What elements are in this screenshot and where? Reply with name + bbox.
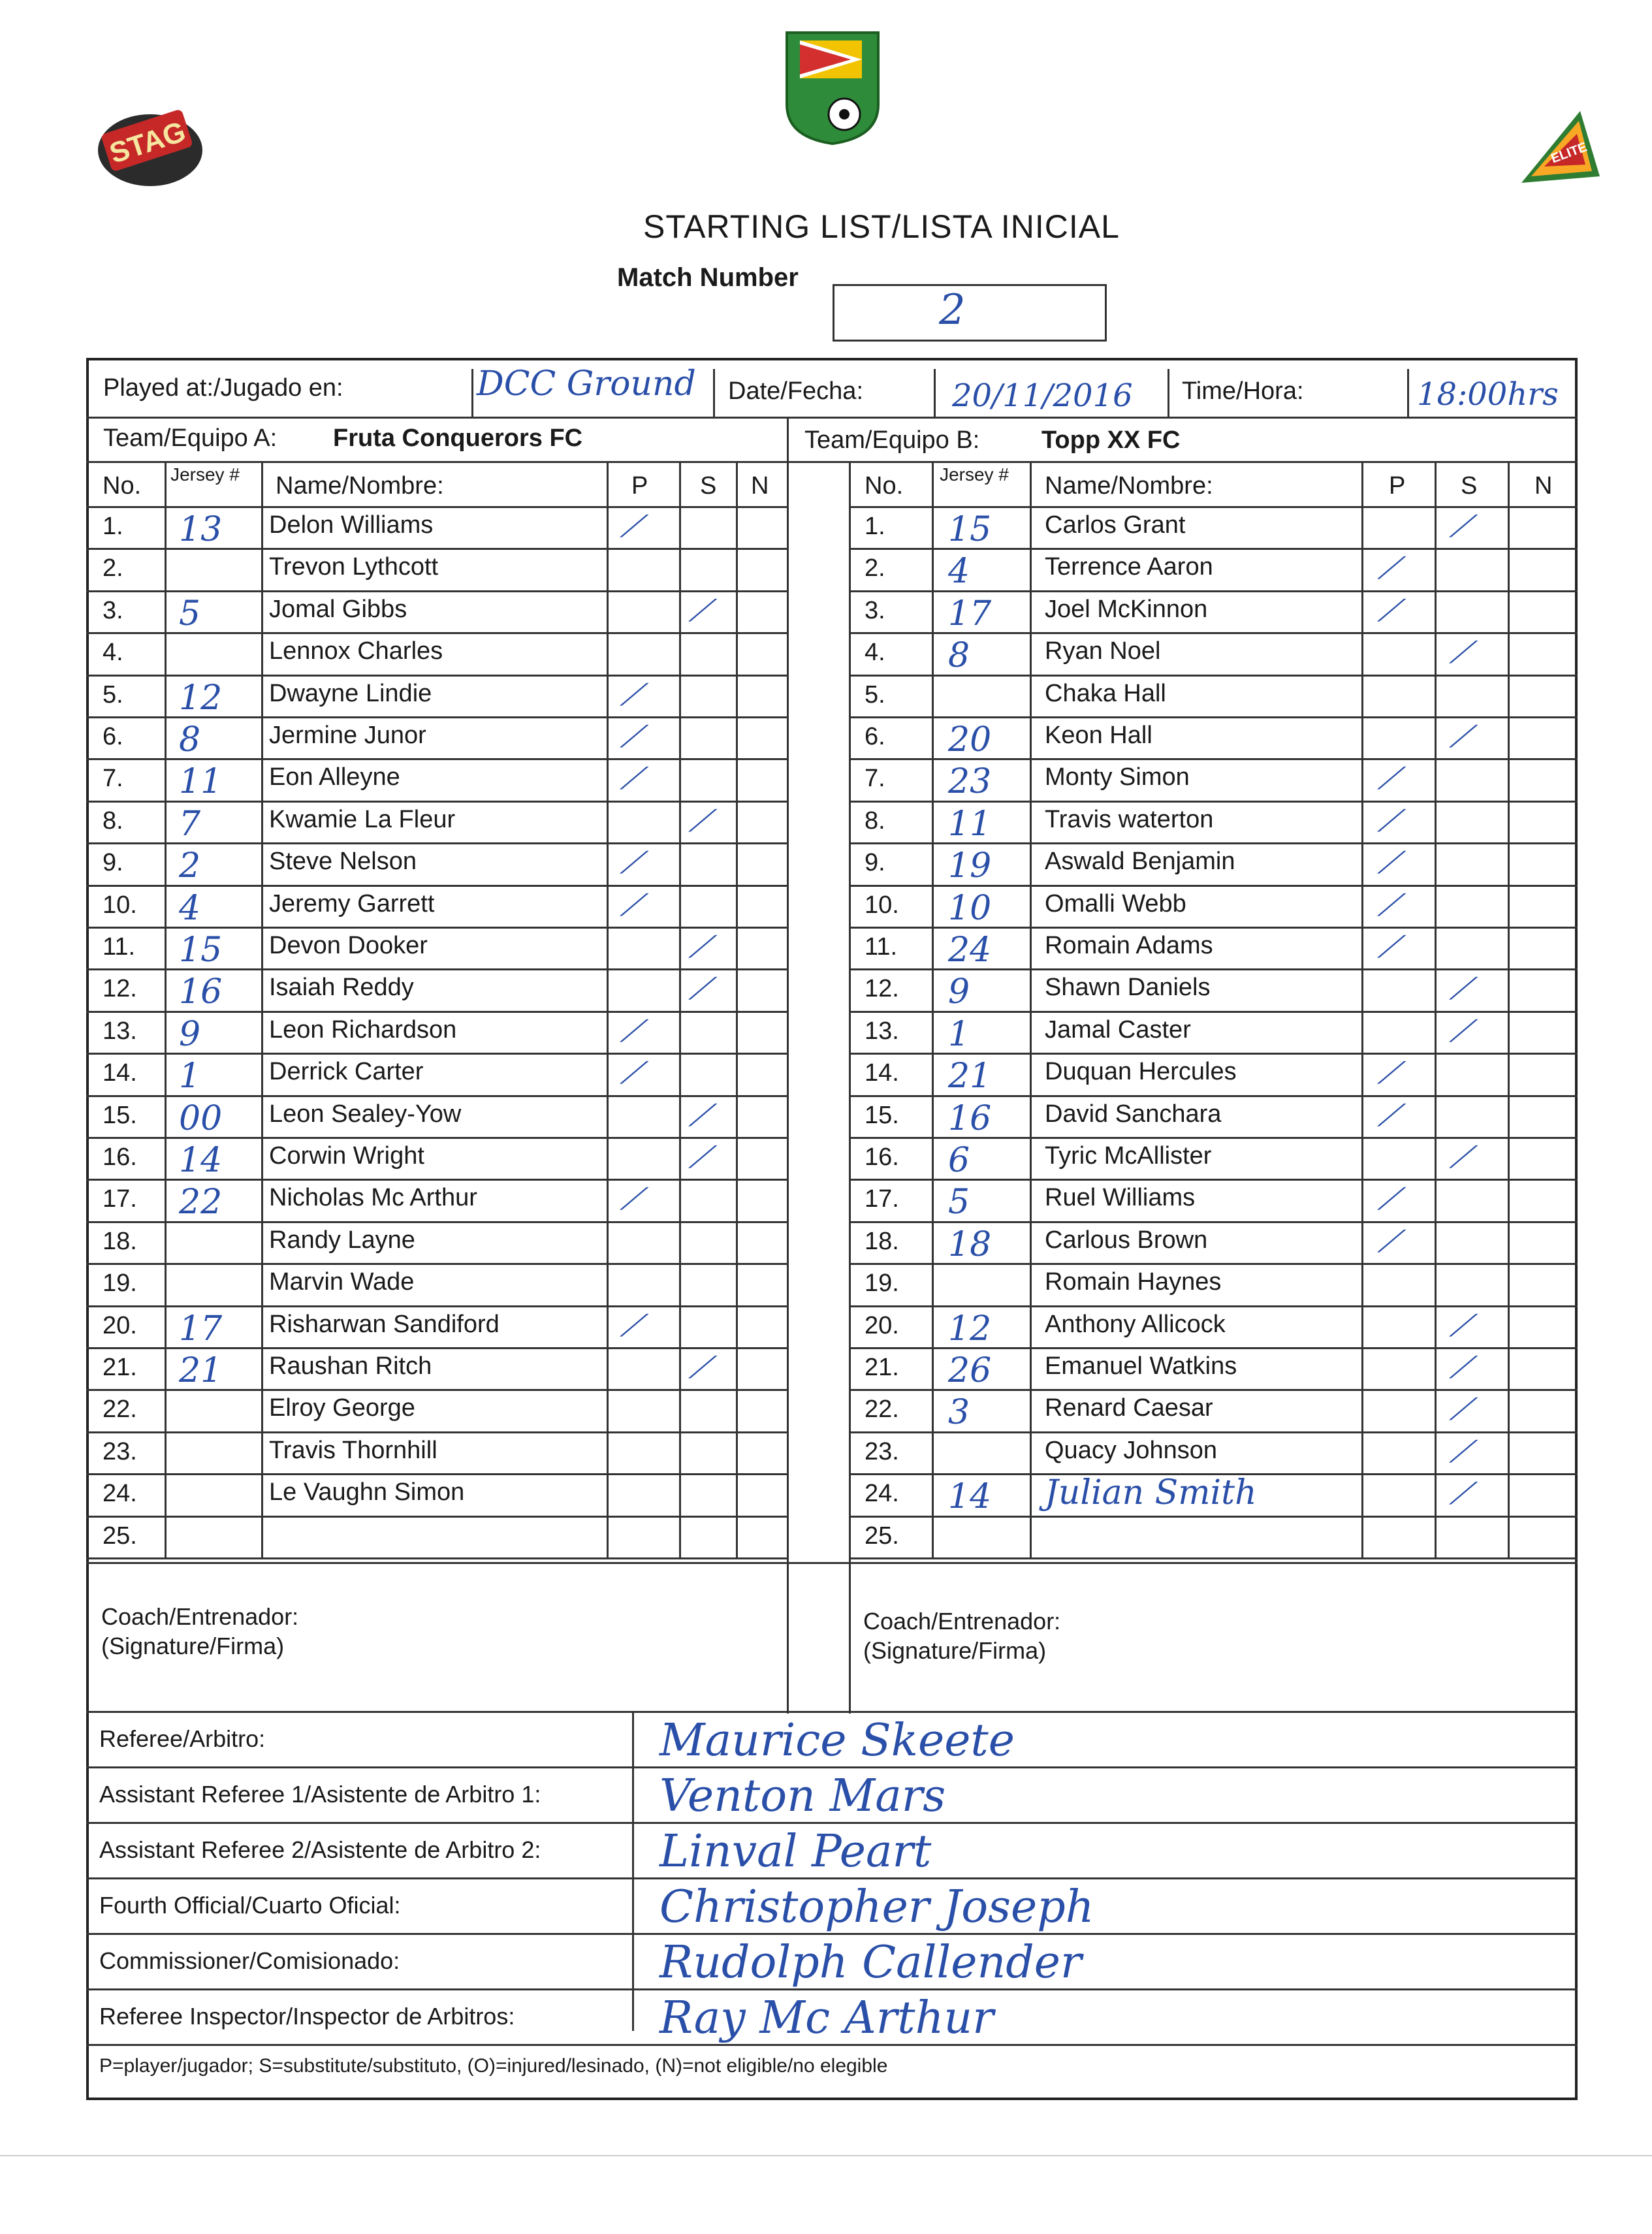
table-row [86, 1389, 788, 1431]
team-a-table [86, 461, 788, 1561]
jersey-number: 22 [179, 1183, 223, 1222]
elite-logo [1508, 98, 1606, 196]
jersey-number: 20 [948, 720, 992, 759]
jersey-number: 12 [948, 1309, 992, 1348]
player-name: Romain Adams [1045, 932, 1213, 959]
jersey-number: 7 [179, 804, 201, 844]
stag-logo-text: STAG [105, 115, 190, 170]
player-check-mark: ⁄ [1378, 1181, 1405, 1217]
row-number: 6. [865, 723, 885, 750]
row-number: 7. [865, 765, 885, 793]
official-label: Commissioner/Comisionado: [99, 1947, 400, 1974]
player-name: Lennox Charles [269, 637, 443, 665]
row-number: 25. [103, 1522, 137, 1550]
jersey-number: 17 [948, 594, 992, 633]
team-a-no-header: No. [103, 472, 142, 500]
jersey-number: 10 [948, 888, 992, 928]
table-row [850, 1137, 1578, 1179]
table-row [850, 927, 1578, 968]
time-label: Time/Hora: [1182, 377, 1304, 405]
table-row [850, 1011, 1578, 1053]
player-name: Raushan Ritch [269, 1352, 432, 1380]
row-number: 18. [865, 1227, 899, 1255]
substitute-check-mark: ⁄ [690, 929, 716, 965]
row-number: 6. [103, 723, 123, 750]
jersey-number: 24 [948, 931, 992, 970]
substitute-check-mark: ⁄ [690, 1097, 716, 1133]
time-value: 18:00hrs [1417, 376, 1559, 413]
row-number: 16. [865, 1143, 899, 1171]
player-check-mark: ⁄ [1378, 761, 1405, 797]
player-name: Shawn Daniels [1045, 974, 1211, 1002]
table-row [86, 1347, 788, 1389]
table-row [86, 1053, 788, 1094]
player-name: Romain Haynes [1045, 1268, 1222, 1296]
player-check-mark: ⁄ [1378, 1223, 1405, 1259]
team-b-coach-sublabel: (Signature/Firma) [863, 1637, 1047, 1664]
player-name: Omalli Webb [1045, 889, 1186, 918]
row-number: 17. [103, 1185, 137, 1213]
player-check-mark: ⁄ [1378, 592, 1405, 628]
row-number: 12. [103, 975, 137, 1003]
player-name: Randy Layne [269, 1226, 415, 1254]
row-number: 10. [865, 891, 899, 919]
table-row [850, 548, 1578, 590]
substitute-check-mark: ⁄ [1450, 1013, 1476, 1049]
row-number: 16. [103, 1143, 137, 1171]
player-name: Le Vaughn Simon [269, 1478, 465, 1507]
player-check-mark: ⁄ [621, 719, 647, 754]
player-name: Monty Simon [1045, 763, 1190, 791]
team-b-coach-label: Coach/Entrenador: [863, 1608, 1061, 1635]
substitute-check-mark: ⁄ [690, 1350, 716, 1385]
player-name: Julian Smith [1045, 1473, 1257, 1513]
player-name: Risharwan Sandiford [269, 1310, 500, 1338]
jersey-number: 8 [948, 636, 970, 676]
official-label: Assistant Referee 1/Asistente de Arbitro 1: [99, 1781, 541, 1808]
match-number-box [833, 284, 1107, 342]
official-name: Ray Mc Arthur [659, 1992, 994, 2044]
team-a-s-header: S [700, 472, 717, 500]
row-number: 15. [103, 1101, 137, 1129]
table-row [86, 927, 788, 968]
jersey-number: 14 [948, 1477, 992, 1517]
player-name: Anthony Allicock [1045, 1310, 1226, 1338]
player-check-mark: ⁄ [1378, 845, 1405, 881]
jersey-number: 21 [948, 1057, 992, 1096]
table-row [86, 675, 788, 716]
jersey-number: 14 [179, 1141, 223, 1180]
jersey-number: 00 [179, 1098, 223, 1138]
player-name: Ryan Noel [1045, 637, 1161, 665]
team-b-n-header: N [1534, 472, 1553, 500]
table-row [850, 758, 1578, 800]
player-name: Travis Thornhill [269, 1436, 437, 1464]
player-check-mark: ⁄ [621, 845, 647, 881]
table-row [850, 716, 1578, 758]
played-at-value: DCC Ground [477, 364, 696, 404]
substitute-check-mark: ⁄ [1450, 1307, 1476, 1343]
jersey-number: 18 [948, 1224, 992, 1264]
jersey-number: 26 [948, 1351, 992, 1390]
table-row [86, 1137, 788, 1179]
row-number: 9. [103, 849, 123, 877]
row-number: 8. [865, 806, 885, 835]
row-number: 7. [103, 765, 123, 793]
elite-logo-text: ELITE [1549, 140, 1589, 167]
team-a-coach-sublabel: (Signature/Firma) [101, 1633, 285, 1659]
player-name: Jomal Gibbs [269, 595, 407, 623]
table-row [86, 632, 788, 674]
row-number: 20. [865, 1311, 899, 1339]
row-number: 21. [103, 1354, 137, 1381]
row-number: 18. [103, 1227, 137, 1255]
player-name: Renard Caesar [1045, 1394, 1213, 1422]
gff-crest [780, 26, 885, 147]
team-b-jersey-header: Jersey # [940, 464, 1009, 485]
table-row [850, 1263, 1578, 1305]
row-number: 13. [103, 1017, 137, 1045]
jersey-number: 3 [948, 1393, 970, 1433]
player-name: Delon Williams [269, 511, 434, 539]
player-check-mark: ⁄ [621, 677, 647, 712]
table-row [850, 1179, 1578, 1221]
player-check-mark: ⁄ [1378, 803, 1405, 838]
player-name: Aswald Benjamin [1045, 848, 1235, 876]
table-row [86, 716, 788, 758]
row-number: 19. [103, 1269, 137, 1298]
table-row [86, 885, 788, 927]
jersey-number: 13 [179, 510, 223, 549]
row-number: 11. [865, 933, 898, 961]
player-name: Chaka Hall [1045, 679, 1166, 707]
team-b-name: Topp XX FC [1041, 426, 1181, 454]
table-row [850, 1516, 1578, 1557]
table-row [86, 801, 788, 842]
player-name: Isaiah Reddy [269, 974, 414, 1002]
player-check-mark: ⁄ [1378, 1055, 1405, 1091]
table-row [850, 1473, 1578, 1515]
date-value: 20/11/2016 [952, 377, 1133, 414]
row-number: 5. [103, 680, 123, 709]
jersey-number: 4 [948, 552, 970, 592]
player-name: Emanuel Watkins [1045, 1352, 1237, 1380]
player-name: Quacy Johnson [1045, 1436, 1218, 1464]
team-a-p-header: P [631, 472, 648, 500]
player-name: Kwamie La Fleur [269, 805, 456, 833]
jersey-number: 4 [179, 888, 201, 928]
team-b-no-header: No. [865, 472, 904, 500]
table-row [850, 675, 1578, 716]
row-number: 19. [865, 1269, 899, 1298]
player-name: Keon Hall [1045, 722, 1152, 749]
date-label: Date/Fecha: [728, 377, 863, 405]
substitute-check-mark: ⁄ [1450, 1350, 1476, 1385]
table-row [86, 1516, 788, 1557]
player-name: Derrick Carter [269, 1058, 424, 1086]
player-name: Leon Sealey-Yow [269, 1100, 462, 1128]
table-row [86, 1011, 788, 1053]
table-row [850, 1347, 1578, 1389]
team-b-label: Team/Equipo B: [804, 426, 980, 454]
substitute-check-mark: ⁄ [690, 803, 716, 838]
played-at-label: Played at:/Jugado en: [103, 374, 343, 402]
player-check-mark: ⁄ [1378, 887, 1405, 923]
player-name: Travis waterton [1045, 805, 1214, 833]
table-row [850, 885, 1578, 927]
table-row [86, 1095, 788, 1137]
row-number: 9. [865, 849, 885, 877]
table-row [850, 968, 1578, 1010]
player-name: Duquan Hercules [1045, 1058, 1237, 1086]
substitute-check-mark: ⁄ [690, 1140, 716, 1175]
row-number: 2. [103, 554, 123, 582]
substitute-check-mark: ⁄ [690, 592, 716, 628]
table-row [850, 842, 1578, 884]
substitute-check-mark: ⁄ [1450, 719, 1476, 754]
jersey-number: 5 [179, 594, 201, 633]
player-name: Nicholas Mc Arthur [269, 1184, 477, 1212]
player-name: Jeremy Garrett [269, 889, 435, 918]
substitute-check-mark: ⁄ [1450, 635, 1476, 671]
team-b-name-header: Name/Nombre: [1045, 472, 1213, 500]
table-row [86, 1179, 788, 1221]
official-name: Rudolph Callender [659, 1937, 1082, 1988]
substitute-check-mark: ⁄ [1450, 1433, 1476, 1469]
player-name: Carlos Grant [1045, 511, 1186, 539]
jersey-number: 5 [948, 1183, 970, 1222]
player-name: Devon Dooker [269, 932, 428, 959]
table-row [86, 1263, 788, 1305]
player-check-mark: ⁄ [1378, 1097, 1405, 1133]
stag-logo [91, 95, 209, 193]
player-name: Marvin Wade [269, 1268, 415, 1296]
table-row [86, 548, 788, 590]
match-number-value: 2 [939, 286, 966, 334]
table-row [850, 801, 1578, 842]
row-number: 24. [865, 1480, 899, 1508]
player-check-mark: ⁄ [621, 1307, 647, 1343]
jersey-number: 15 [948, 510, 992, 549]
team-b-s-header: S [1461, 472, 1478, 500]
table-row [86, 1305, 788, 1347]
table-row [850, 506, 1578, 548]
row-number: 17. [865, 1185, 899, 1213]
player-name: Terrence Aaron [1045, 553, 1213, 581]
row-number: 14. [103, 1059, 137, 1087]
row-number: 23. [103, 1437, 137, 1465]
match-number-label: Match Number [617, 263, 799, 292]
player-name: Jamal Caster [1045, 1015, 1191, 1044]
player-name: Tyric McAllister [1045, 1142, 1212, 1170]
row-number: 23. [865, 1437, 899, 1465]
team-a-label: Team/Equipo A: [103, 424, 278, 452]
footnote: P=player/jugador; S=substitute/substituto, (O)=injured/lesinado, (N)=not eligible/no elegible [99, 2055, 888, 2077]
player-name: David Sanchara [1045, 1100, 1222, 1128]
player-name: Carlous Brown [1045, 1226, 1208, 1254]
player-check-mark: ⁄ [1378, 551, 1405, 586]
row-number: 22. [865, 1396, 899, 1424]
official-label: Fourth Official/Cuarto Oficial: [99, 1892, 401, 1919]
jersey-number: 8 [179, 720, 201, 759]
table-row [850, 1095, 1578, 1137]
row-number: 10. [103, 891, 137, 919]
jersey-number: 21 [179, 1351, 223, 1390]
table-row [86, 1221, 788, 1263]
player-check-mark: ⁄ [621, 1055, 647, 1091]
row-number: 24. [103, 1480, 137, 1508]
player-check-mark: ⁄ [621, 887, 647, 923]
jersey-number: 11 [179, 762, 223, 802]
table-row [850, 1389, 1578, 1431]
player-name: Eon Alleyne [269, 763, 400, 791]
table-row [86, 506, 788, 548]
player-name: Dwayne Lindie [269, 679, 432, 707]
player-check-mark: ⁄ [1378, 929, 1405, 965]
row-number: 2. [865, 554, 885, 582]
row-number: 22. [103, 1396, 137, 1424]
row-number: 12. [865, 975, 899, 1003]
team-b-p-header: P [1389, 472, 1406, 500]
page-bottom-edge [0, 2155, 1652, 2156]
table-row [850, 1431, 1578, 1473]
page-title: STARTING LIST/LISTA INICIAL [643, 208, 1120, 245]
table-row [86, 1431, 788, 1473]
table-row [850, 590, 1578, 632]
row-number: 4. [865, 639, 885, 667]
jersey-number: 17 [179, 1309, 223, 1348]
player-check-mark: ⁄ [621, 1181, 647, 1217]
player-name: Jermine Junor [269, 722, 426, 749]
jersey-number: 15 [179, 931, 223, 970]
row-number: 1. [103, 513, 123, 540]
official-label: Assistant Referee 2/Asistente de Arbitro 2: [99, 1836, 541, 1863]
row-number: 11. [103, 933, 136, 961]
player-check-mark: ⁄ [621, 761, 647, 797]
team-a-name-header: Name/Nombre: [276, 472, 444, 500]
jersey-number: 12 [179, 678, 223, 718]
player-name: Steve Nelson [269, 848, 417, 876]
substitute-check-mark: ⁄ [1450, 1476, 1476, 1512]
jersey-number: 11 [948, 804, 992, 844]
player-name: Joel McKinnon [1045, 595, 1208, 623]
official-label: Referee/Arbitro: [99, 1725, 266, 1752]
player-check-mark: ⁄ [621, 509, 647, 544]
row-number: 21. [865, 1354, 899, 1381]
official-name: Linval Peart [659, 1826, 932, 1877]
jersey-number: 23 [948, 762, 992, 802]
table-row [850, 1221, 1578, 1263]
official-name: Venton Mars [659, 1770, 946, 1822]
official-name: Christopher Joseph [659, 1881, 1094, 1933]
player-name: Trevon Lythcott [269, 553, 439, 581]
row-number: 4. [103, 639, 123, 667]
jersey-number: 9 [948, 972, 970, 1012]
substitute-check-mark: ⁄ [1450, 1392, 1476, 1428]
jersey-number: 16 [179, 972, 223, 1012]
row-number: 20. [103, 1311, 137, 1339]
table-row [850, 1305, 1578, 1347]
team-a-n-header: N [751, 472, 769, 500]
table-row [86, 590, 788, 632]
team-a-jersey-header: Jersey # [170, 464, 240, 485]
jersey-number: 2 [179, 846, 201, 886]
row-number: 13. [865, 1017, 899, 1045]
team-a-coach-label: Coach/Entrenador: [101, 1603, 299, 1630]
official-name: Maurice Skeete [659, 1715, 1015, 1766]
table-row [86, 1473, 788, 1515]
table-row [86, 842, 788, 884]
substitute-check-mark: ⁄ [1450, 509, 1476, 544]
row-number: 8. [103, 806, 123, 835]
row-number: 15. [865, 1101, 899, 1129]
team-a-name: Fruta Conquerors FC [333, 424, 583, 452]
player-name: Leon Richardson [269, 1015, 457, 1044]
player-name: Corwin Wright [269, 1142, 424, 1170]
row-number: 1. [865, 513, 885, 540]
team-b-table [850, 461, 1578, 1561]
substitute-check-mark: ⁄ [690, 971, 716, 1007]
jersey-number: 9 [179, 1014, 201, 1054]
jersey-number: 19 [948, 846, 992, 886]
table-row [850, 632, 1578, 674]
row-number: 14. [865, 1059, 899, 1087]
row-number: 5. [865, 680, 885, 709]
jersey-number: 1 [179, 1057, 201, 1096]
official-label: Referee Inspector/Inspector de Arbitros: [99, 2003, 515, 2030]
table-row [850, 1053, 1578, 1094]
substitute-check-mark: ⁄ [1450, 971, 1476, 1007]
player-name: Elroy George [269, 1394, 415, 1422]
row-number: 25. [865, 1522, 899, 1550]
player-name: Ruel Williams [1045, 1184, 1196, 1212]
substitute-check-mark: ⁄ [1450, 1140, 1476, 1175]
jersey-number: 1 [948, 1014, 970, 1054]
jersey-number: 16 [948, 1098, 992, 1138]
player-check-mark: ⁄ [621, 1013, 647, 1049]
row-number: 3. [103, 596, 123, 624]
row-number: 3. [865, 596, 885, 624]
table-row [86, 968, 788, 1010]
table-row [86, 758, 788, 800]
jersey-number: 6 [948, 1141, 970, 1180]
